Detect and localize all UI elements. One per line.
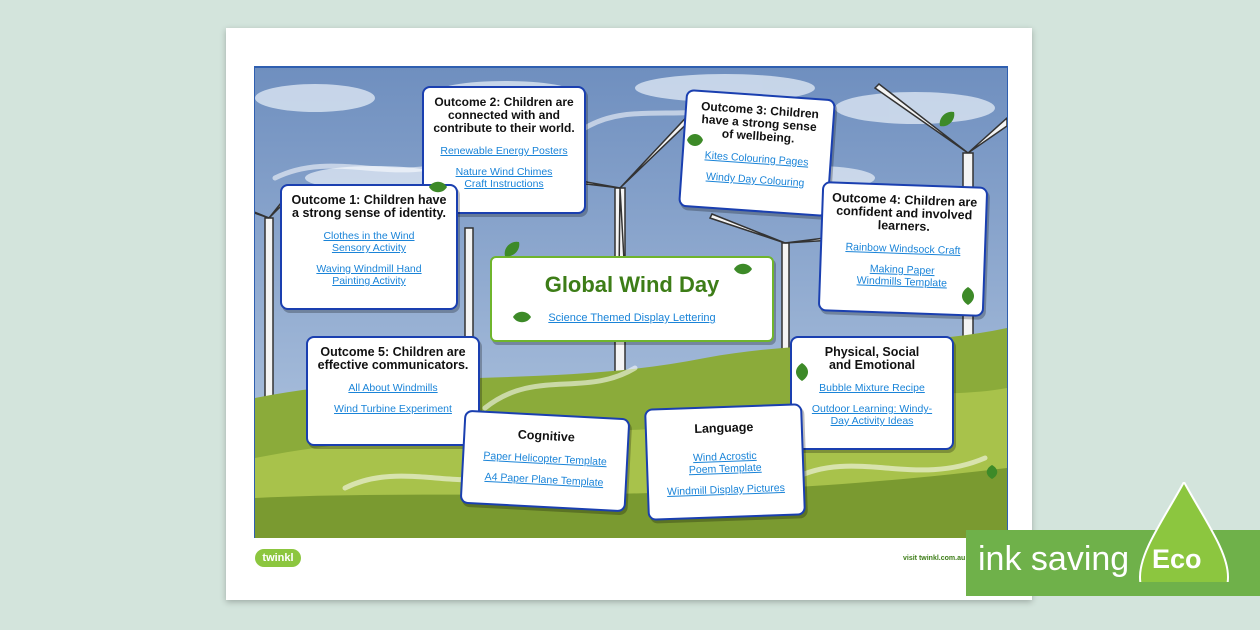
link-rainbow-windsock-craft[interactable]: Rainbow Windsock Craft [845,240,961,258]
link-wind-acrostic-poem[interactable]: Wind Acrostic Poem Template [688,449,762,477]
leaf-drop-icon [966,482,1260,582]
outcome-3-card [678,89,836,217]
link-outdoor-learning[interactable]: Outdoor Learning: Windy-Day Activity Ideas [811,403,933,427]
language-heading: Language [694,419,754,437]
outcome-5-heading: Outcome 5: Children are effective communicators. [317,345,469,372]
link-wind-turbine-experiment[interactable]: Wind Turbine Experiment [334,403,452,415]
footer-url: visit twinkl.com.au [903,555,966,562]
leaf-icon [733,262,753,276]
link-clothes-in-the-wind[interactable]: Clothes in the Wind Sensory Activity [323,230,415,254]
link-windy-day-colouring[interactable]: Windy Day Colouring [705,170,805,190]
link-kites-colouring-pages[interactable]: Kites Colouring Pages [704,149,809,169]
link-renewable-energy-posters[interactable]: Renewable Energy Posters [440,145,568,157]
leaf-icon [938,110,956,128]
leaf-icon [794,362,810,382]
link-bubble-mixture-recipe[interactable]: Bubble Mixture Recipe [819,382,925,394]
link-a4-paper-plane-template[interactable]: A4 Paper Plane Template [484,470,604,490]
link-nature-wind-chimes[interactable]: Nature Wind Chimes Craft Instructions [455,166,553,190]
leaf-icon [512,310,532,324]
leaf-icon [984,464,1000,480]
outcome-3-heading: Outcome 3: Children have a strong sense of wellbeing. [700,99,820,146]
leaf-icon [686,132,704,148]
eco-label: Eco [1152,544,1202,574]
physical-heading: Physical, Social and Emotional [824,345,920,372]
cognitive-heading: Cognitive [517,427,576,445]
link-paper-helicopter-template[interactable]: Paper Helicopter Template [483,449,608,469]
ink-saving-label: ink saving [978,540,1130,578]
link-waving-windmill[interactable]: Waving Windmill Hand Painting Activity [316,263,422,287]
link-windmill-display-pictures[interactable]: Windmill Display Pictures [666,481,786,499]
leaf-icon [960,286,976,306]
leaf-icon [428,180,448,194]
leaf-icon [503,240,521,258]
ink-saving-badge [966,530,1260,596]
title-card [490,256,774,342]
link-display-lettering[interactable]: Science Themed Display Lettering [548,312,716,324]
outcome-1-heading: Outcome 1: Children have a strong sense of identity. [291,193,447,220]
link-making-paper-windmills[interactable]: Making Paper Windmills Template [856,262,948,290]
language-card [644,403,806,520]
outcome-4-heading: Outcome 4: Children are confident and involved learners. [831,190,978,234]
link-all-about-windmills[interactable]: All About Windmills [348,382,438,394]
page-title: Global Wind Day [544,272,720,297]
outcome-1-card [280,184,458,310]
twinkl-logo: twinkl [255,549,301,567]
cognitive-card [460,410,631,513]
outcome-5-card [306,336,480,446]
physical-card [790,336,954,450]
outcome-2-heading: Outcome 2: Children are connected with and contribute to their world. [433,95,575,135]
